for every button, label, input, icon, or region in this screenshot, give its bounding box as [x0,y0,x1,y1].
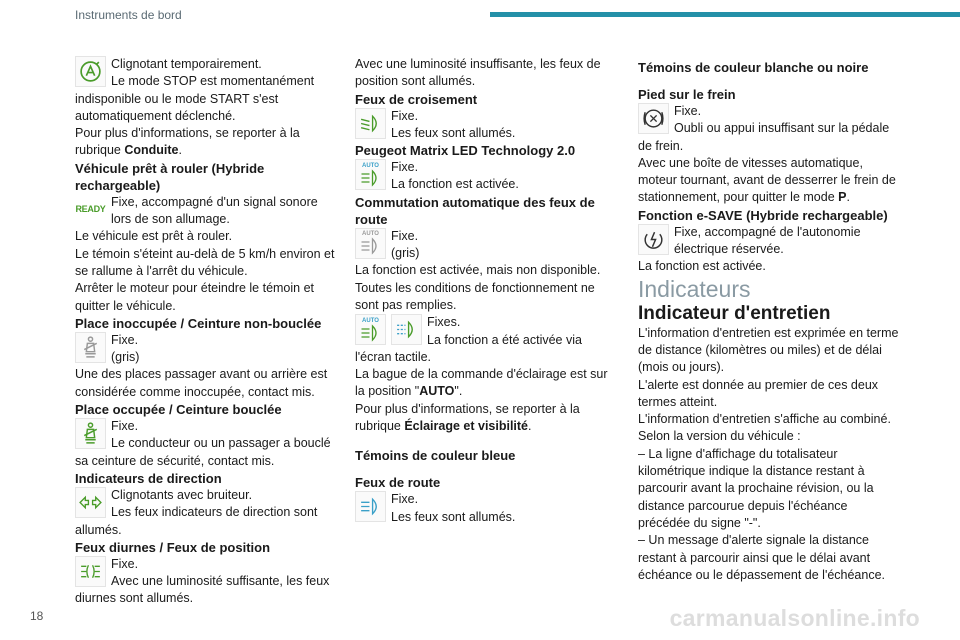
blue-indicators-heading: Témoins de couleur bleue [355,448,516,464]
daytime-lights-entry [75,556,340,608]
maintenance-p4: – La ligne d'affichage du totalisateur kilométrique indique la distance restant à parcourir avant la prochaine révision, ou la distance parcourue depuis l'échéance précédée du signe "-". [638,446,874,530]
daytime-line2: Avec une luminosité suffisante, les feux diurnes sont allumés. [75,574,330,606]
maintenance-p5: – Un message d'alerte signale la distance restant à parcourir ainsi que le délai avant échéance ou le dépassement de l'échéance. [638,533,886,582]
ready-line1: Fixe, accompagné d'un signal sonore lors de son allumage. [111,194,318,227]
column-2 [355,56,620,526]
white-black-indicators-heading: Témoins de couleur blanche ou noire [638,60,869,75]
direction-indicators-entry [75,487,340,539]
ready-line2: Le véhicule est prêt à rouler. [75,229,233,244]
auto-switch-line8: Pour plus d'informations, se reporter à la rubrique Éclairage et visibilité. [355,401,580,434]
auto-switch-active-entry [355,314,620,435]
low-beam-icon [355,108,386,139]
unoccupied-line1: Fixe. [111,332,139,347]
auto-switch-line2: (gris) [391,246,420,261]
stop-start-icon [75,56,106,87]
unoccupied-seat-heading: Place inoccupée / Ceinture non-bouclée [75,315,322,331]
page-number: 18 [30,609,44,623]
daytime-lights-heading: Feux diurnes / Feux de position [75,539,271,555]
brake-line2: Oubli ou appui insuffisant sur la pédale de frein. [638,121,890,153]
ready-icon: READY [75,194,106,225]
auto-high-beam-icon: AUTO [355,159,386,190]
link-conduite: Conduite [124,143,179,158]
high-beam-entry [355,491,620,526]
low-beam-line2: Les feux sont allumés. [391,125,516,140]
position-lights-icon [75,556,106,587]
seatbelt-green-icon [75,418,106,449]
auto-high-beam-green-icon: AUTO [355,314,386,345]
turn-signal-icon [75,487,106,518]
stop-start-line3: Pour plus d'informations, se reporter à la rubrique Conduite. [75,126,300,158]
column-1 [75,56,340,608]
auto-switch-line6: La fonction a été activée via l'écran tactile. [355,332,582,364]
direction-line2: Les feux indicateurs de direction sont allumés. [75,505,318,537]
watermark: carmanualsonline.info [669,605,920,631]
occupied-line2: Le conducteur ou un passager a bouclé sa ceinture de sécurité, contact mis. [75,436,331,468]
esave-line2: La fonction est activée. [638,259,766,274]
brake-line1: Fixe. [674,104,702,118]
daytime-line1: Fixe. [111,556,139,571]
direction-indicators-heading: Indicateurs de direction [75,470,222,486]
high-beam-heading: Feux de route [355,475,441,491]
esave-line1: Fixe, accompagné de l'autonomie électrique réservée. [674,224,861,257]
matrix-line1: Fixe. [391,160,419,175]
occupied-seat-entry [75,418,340,470]
maintenance-p3: L'information d'entretien s'affiche au combiné. Selon la version du véhicule : [638,412,891,444]
section-title: Indicateurs [638,275,751,302]
running-header: Instruments de bord [75,8,182,22]
auto-switch-line5: Fixes. [427,315,461,330]
esave-heading: Fonction e-SAVE (Hybride rechargeable) [638,207,888,223]
occupied-seat-heading: Place occupée / Ceinture bouclée [75,402,282,418]
auto-switch-line3: La fonction est activée, mais non disponible. [355,263,601,278]
matrix-line2: La fonction est activée. [391,177,519,192]
low-beam-line1: Fixe. [391,108,419,123]
low-beam-entry [355,108,620,143]
matrix-led-entry [355,159,620,194]
ready-line3: Le témoin s'éteint au-delà de 5 km/h environ et se rallume à l'arrêt du véhicule. [75,246,335,278]
high-beam-line1: Fixe. [391,492,419,507]
auto-switch-heading: Commutation automatique des feux de route [355,194,595,227]
stop-start-line2: Le mode STOP est momentanément indisponible ou le mode START s'est automatiquement déclenché. [75,74,315,123]
unoccupied-line3: Une des places passager avant ou arrière est considérée comme inoccupée, contact mis. [75,367,328,399]
column-3 [638,56,900,584]
direction-line1: Clignotants avec bruiteur. [111,487,253,502]
high-beam-line2: Les feux sont allumés. [391,509,516,524]
header-accent-bar [490,12,960,17]
ready-line4: Arrêter le moteur pour éteindre le témoin et quitter le véhicule. [75,281,315,313]
unoccupied-line2: (gris) [111,350,140,365]
auto-high-beam-grey-icon: AUTO [355,228,386,259]
stop-start-line1: Clignotant temporairement. [111,57,262,71]
link-eclairage: Éclairage et visibilité [404,419,529,434]
auto-switch-line1: Fixe. [391,228,419,243]
maintenance-title: Indicateur d'entretien [638,302,831,324]
matrix-led-heading: Peugeot Matrix LED Technology 2.0 [355,143,576,159]
seatbelt-grey-icon [75,332,106,363]
occupied-line1: Fixe. [111,419,139,434]
auto-switch-line4: Toutes les conditions de fonctionnement ne sont pas remplies. [355,280,595,312]
brake-entry [638,103,900,207]
unoccupied-seat-entry [75,332,340,401]
brake-heading: Pied sur le frein [638,87,736,102]
foot-on-brake-icon [638,103,669,134]
ready-heading: Véhicule prêt à rouler (Hybride rechargeable) [75,160,265,193]
position-lights-continued: Avec une luminosité insuffisante, les feux de position sont allumés. [355,57,601,89]
ready-entry [75,194,340,315]
low-beam-heading: Feux de croisement [355,91,478,107]
maintenance-p1: L'information d'entretien est exprimée en terme de distance (kilomètres ou miles) et de délai (mois ou jours). [638,325,899,375]
auto-switch-entry [355,228,620,314]
auto-switch-line7: La bague de la commande d'éclairage est sur la position "AUTO". [355,367,608,399]
esave-icon [638,224,669,255]
high-beam-dashed-icon [391,314,422,345]
esave-entry [638,224,900,276]
stop-start-entry [75,56,340,160]
high-beam-icon [355,491,386,522]
maintenance-p2: L'alerte est donnée au premier de ces deux termes atteint. [638,377,879,409]
brake-line3: Avec une boîte de vitesses automatique, moteur tournant, avant de desserrer le frein de stationnement, pour quitter le mode P. [638,155,896,205]
